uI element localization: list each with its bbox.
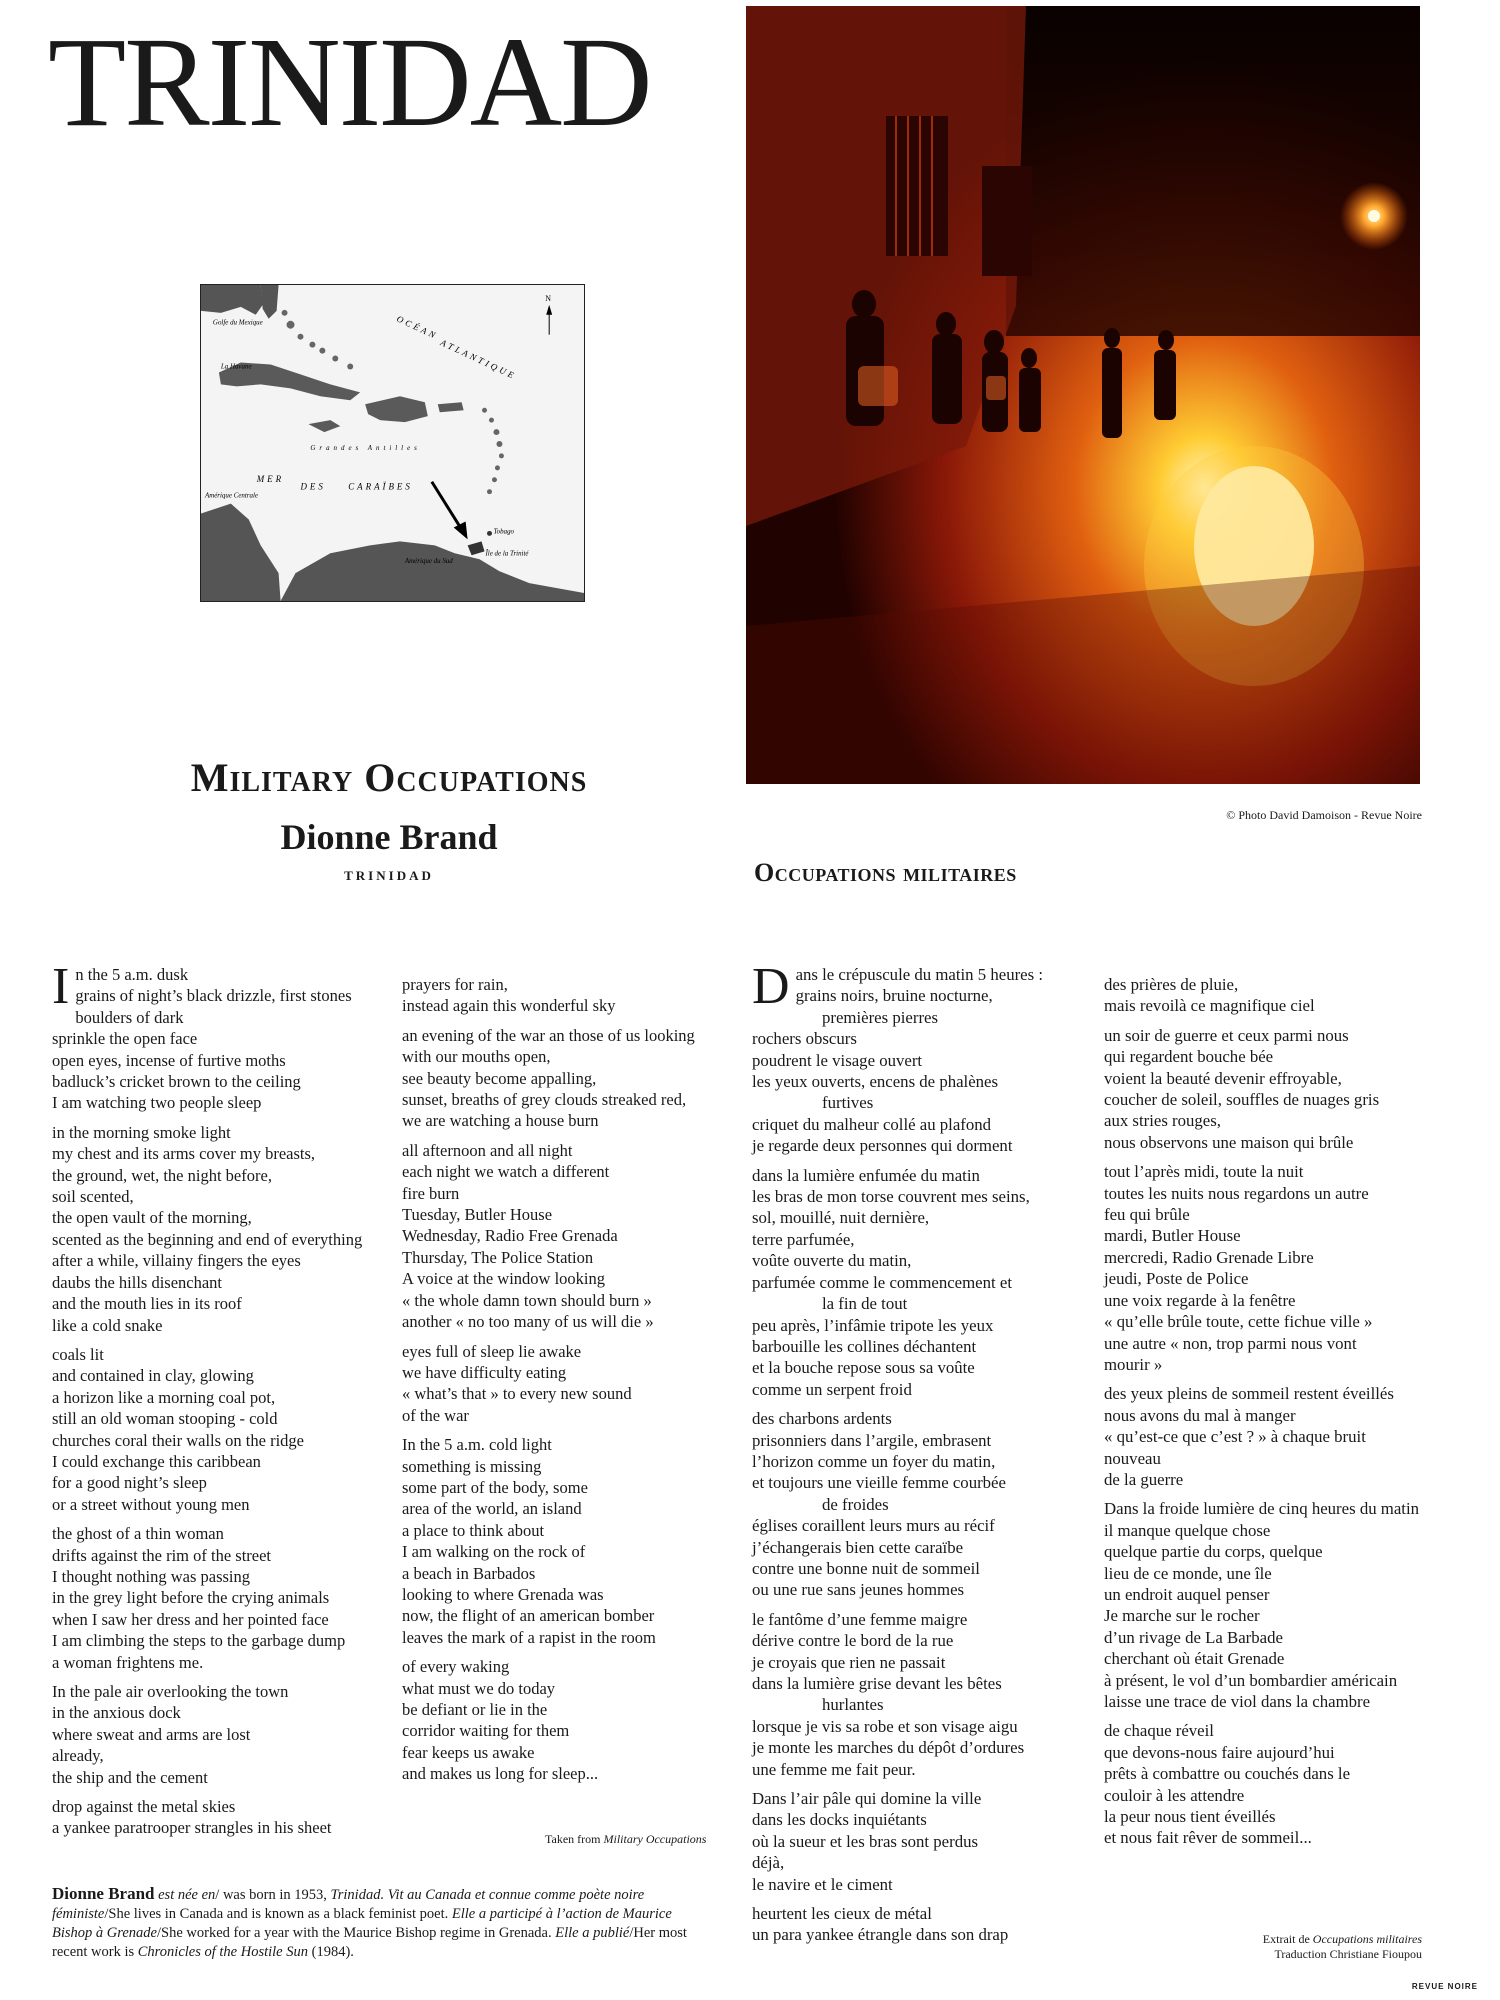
poem-line: Dans la froide lumière de cinq heures du matin bbox=[1104, 1499, 1420, 1519]
poem-line: prêts à combattre ou couchés dans le bbox=[1104, 1764, 1351, 1784]
stanza bbox=[402, 1025, 732, 1132]
page-title: TRINIDAD bbox=[48, 11, 651, 153]
poem-line: dans la lumière grise devant les bêtes bbox=[752, 1674, 1002, 1693]
poem-line: sunset, breaths of grey clouds streaked red, bbox=[402, 1090, 687, 1110]
poem-title-french: Occupations militaires bbox=[754, 858, 1017, 887]
map-label-amerique-centrale: Amérique Centrale bbox=[204, 491, 258, 500]
poem-line: prisonniers dans l’argile, embrasent bbox=[752, 1430, 992, 1450]
poem-line: toutes les nuits nous regardons un autre bbox=[1104, 1183, 1369, 1203]
photo-credit: © Photo David Damoison - Revue Noire bbox=[1226, 808, 1422, 822]
poem-line: lieu de ce monde, une île bbox=[1104, 1563, 1272, 1583]
poem-line: « what’s that » to every new sound bbox=[402, 1384, 632, 1404]
poem-line: je croyais que rien ne passait bbox=[752, 1652, 946, 1672]
poem-title: Military Occupations bbox=[190, 755, 588, 800]
poem-line: que devons-nous faire aujourd’hui bbox=[1104, 1742, 1335, 1762]
stanza bbox=[52, 1122, 392, 1336]
poem-line: lorsque je vis sa robe et son visage aigu bbox=[752, 1716, 1018, 1736]
poem-line: of the war bbox=[402, 1405, 469, 1425]
drop-cap: D bbox=[752, 958, 790, 1015]
poem-line: still an old woman stooping - cold bbox=[52, 1409, 278, 1429]
poem-line: drifts against the rim of the street bbox=[52, 1545, 272, 1565]
bio-fragment: est née en bbox=[154, 1887, 216, 1903]
map-label-mer: MER bbox=[256, 473, 285, 484]
poem-french-column-1 bbox=[752, 958, 1092, 1954]
poem-line: we are watching a house burn bbox=[402, 1111, 599, 1131]
poem-line: the ghost of a thin woman bbox=[52, 1524, 224, 1544]
bio-fragment: Elle a publié bbox=[555, 1925, 630, 1941]
bio-name: Dionne Brand bbox=[52, 1884, 155, 1903]
poem-line: now, the flight of an american bomber bbox=[402, 1606, 655, 1626]
poem-line: n the 5 a.m. dusk bbox=[75, 965, 189, 984]
poem-line: where sweat and arms are lost bbox=[52, 1724, 251, 1744]
stanza bbox=[1104, 1025, 1484, 1153]
poem-line: des charbons ardents bbox=[752, 1409, 892, 1429]
bio-fragment: /She lives in Canada and is known as a black feminist poet. bbox=[104, 1906, 452, 1922]
poem-line: et toujours une vieille femme courbée bbox=[752, 1473, 1006, 1493]
bio-fragment: Elle a participé à l’action de Maurice Bishop à Grenade bbox=[52, 1906, 672, 1941]
poem-line: églises coraillent leurs murs au récif bbox=[752, 1516, 995, 1536]
map-label-golfe: Golfe du Mexique bbox=[212, 318, 263, 327]
poem-line: grains noirs, bruine nocturne, bbox=[795, 986, 993, 1006]
stanza bbox=[402, 1656, 732, 1784]
poem-line: déjà, bbox=[752, 1853, 785, 1873]
revue-noire-logo: REVUE NOIRE bbox=[1411, 1982, 1478, 1991]
poem-line: the open vault of the morning, bbox=[52, 1208, 252, 1228]
stanza bbox=[752, 1903, 1092, 1946]
poem-line: quelque partie du corps, quelque bbox=[1104, 1542, 1323, 1562]
poem-english-column-1 bbox=[52, 958, 392, 1847]
poem-line: badluck’s cricket brown to the ceiling bbox=[52, 1072, 301, 1092]
poem-line: contre une bonne nuit de sommeil bbox=[752, 1558, 980, 1578]
poem-line: de la guerre bbox=[1104, 1469, 1184, 1489]
poem-line: I could exchange this caribbean bbox=[52, 1451, 261, 1471]
poem-line: voient la beauté devenir effroyable, bbox=[1104, 1068, 1342, 1088]
poem-line: churches coral their walls on the ridge bbox=[52, 1430, 304, 1450]
stanza bbox=[402, 974, 732, 1017]
poem-line: a place to think about bbox=[402, 1520, 545, 1540]
bio-fragment: / was born in 1953, bbox=[215, 1887, 331, 1903]
translation-credit: Traduction Christiane Fioupou bbox=[1274, 1947, 1422, 1961]
poem-line: the ground, wet, the night before, bbox=[52, 1165, 272, 1185]
poem-line: un soir de guerre et ceux parmi nous bbox=[1104, 1025, 1349, 1045]
poem-line: cherchant où était Grenade bbox=[1104, 1649, 1285, 1669]
poem-line: nouveau bbox=[1104, 1448, 1161, 1468]
poem-line: tout l’après midi, toute la nuit bbox=[1104, 1162, 1304, 1182]
street-photo bbox=[746, 6, 1420, 784]
poem-line: drop against the metal skies bbox=[52, 1797, 236, 1817]
poem-line: an evening of the war an those of us looking bbox=[402, 1025, 695, 1045]
drop-cap: I bbox=[52, 958, 70, 1015]
map-label-tobago: Tobago bbox=[493, 527, 515, 536]
poem-line: une voix regarde à la fenêtre bbox=[1104, 1290, 1296, 1310]
source-prefix: Taken from bbox=[545, 1832, 604, 1846]
poem-line: de chaque réveil bbox=[1104, 1721, 1214, 1741]
poem-line: et la bouche repose sous sa voûte bbox=[752, 1358, 975, 1378]
poem-line: je regarde deux personnes qui dorment bbox=[752, 1136, 1013, 1156]
poem-line: and contained in clay, glowing bbox=[52, 1366, 254, 1386]
author-bio bbox=[52, 1884, 692, 1962]
poem-line: peu après, l’infâmie tripote les yeux bbox=[752, 1315, 994, 1335]
poem-line: open eyes, incense of furtive moths bbox=[52, 1050, 286, 1070]
poem-line: parfumée comme le commencement et bbox=[752, 1272, 1012, 1292]
poem-line: each night we watch a different bbox=[402, 1162, 610, 1182]
map-label-havane: La Havane bbox=[220, 362, 252, 371]
source-title: Occupations militaires bbox=[1312, 1932, 1422, 1946]
poem-line: dérive contre le bord de la rue bbox=[752, 1631, 954, 1651]
map-label-grandes-antilles: Grandes Antilles bbox=[310, 443, 421, 452]
poem-line: something is missing bbox=[402, 1456, 542, 1476]
poem-line: like a cold snake bbox=[52, 1315, 163, 1335]
poem-line: nous avons du mal à manger bbox=[1104, 1405, 1296, 1425]
poem-line: and the mouth lies in its roof bbox=[52, 1294, 242, 1314]
poem-line: or a street without young men bbox=[52, 1494, 250, 1514]
poem-line: les yeux ouverts, encens de phalènes bbox=[752, 1072, 999, 1092]
poem-line: boulders of dark bbox=[75, 1007, 184, 1027]
stanza bbox=[1104, 1161, 1484, 1375]
poem-line: and makes us long for sleep... bbox=[402, 1764, 599, 1784]
poem-line: jeudi, Poste de Police bbox=[1104, 1269, 1249, 1289]
bio-fragment: /Her most recent work is bbox=[52, 1925, 687, 1960]
map-label-trinite: Île de la Trinité bbox=[485, 549, 529, 558]
poem-line: grains of night’s black drizzle, first stones bbox=[75, 986, 352, 1006]
poem-line: des prières de pluie, bbox=[1104, 975, 1239, 994]
poem-line: Thursday, The Police Station bbox=[402, 1247, 594, 1267]
poem-line: for a good night’s sleep bbox=[52, 1473, 207, 1493]
poem-line: mais revoilà ce magnifique ciel bbox=[1104, 996, 1315, 1016]
bio-fragment: /She worked for a year with the Maurice Bishop regime in Grenada. bbox=[156, 1925, 556, 1941]
stanza bbox=[1104, 974, 1484, 1017]
poem-line: daubs the hills disenchant bbox=[52, 1272, 223, 1292]
poem-line: feu qui brûle bbox=[1104, 1205, 1190, 1225]
map-label-amerique-sud: Amérique du Sud bbox=[404, 557, 453, 566]
poem-line: soil scented, bbox=[52, 1187, 134, 1207]
stanza bbox=[52, 1344, 392, 1515]
stanza bbox=[52, 1796, 392, 1839]
poem-line: another « no too many of us will die » bbox=[402, 1312, 654, 1332]
poem-line: scented as the beginning and end of everything bbox=[52, 1229, 363, 1249]
poem-line: le navire et le ciment bbox=[752, 1874, 893, 1894]
poem-line: j’échangerais bien cette caraïbe bbox=[752, 1537, 964, 1557]
poem-line: la peur nous tient éveillés bbox=[1104, 1807, 1276, 1827]
poem-line: area of the world, an island bbox=[402, 1499, 582, 1519]
poem-line: « qu’elle brûle toute, cette fichue ville » bbox=[1104, 1312, 1373, 1332]
poem-line: I thought nothing was passing bbox=[52, 1566, 250, 1586]
stanza bbox=[402, 1341, 732, 1427]
poem-line: what must we do today bbox=[402, 1678, 556, 1698]
caribbean-map bbox=[200, 284, 585, 602]
poem-line: prayers for rain, bbox=[402, 975, 508, 994]
poem-line: dans la lumière enfumée du matin bbox=[752, 1165, 980, 1185]
poem-line: some part of the body, some bbox=[402, 1477, 588, 1497]
poem-line: ou une rue sans jeunes hommes bbox=[752, 1580, 965, 1600]
poem-line: in the morning smoke light bbox=[52, 1122, 231, 1142]
poem-line: laisse une trace de viol dans la chambre bbox=[1104, 1692, 1371, 1711]
bio-fragment: Chronicles of the Hostile Sun bbox=[137, 1944, 312, 1960]
stanza bbox=[752, 1408, 1092, 1601]
stanza bbox=[752, 1165, 1092, 1400]
poem-line: « the whole damn town should burn » bbox=[402, 1290, 652, 1310]
poem-line: fire burn bbox=[402, 1183, 460, 1203]
stanza bbox=[52, 1681, 392, 1788]
poem-author: Dionne Brand bbox=[280, 817, 498, 857]
poem-line: see beauty become appalling, bbox=[402, 1068, 597, 1088]
poem-line: où la sueur et les bras sont perdus bbox=[752, 1831, 979, 1851]
poem-line: a yankee paratrooper strangles in his sheet bbox=[52, 1818, 332, 1838]
poem-line: comme un serpent froid bbox=[752, 1379, 912, 1399]
poem-line: in the anxious dock bbox=[52, 1703, 181, 1723]
poem-line: Wednesday, Radio Free Grenada bbox=[402, 1226, 618, 1246]
poem-line: I am climbing the steps to the garbage dump bbox=[52, 1631, 346, 1651]
poem-line: criquet du malheur collé au plafond bbox=[752, 1114, 992, 1134]
poem-line: une femme me fait peur. bbox=[752, 1759, 916, 1779]
poem-line: un endroit auquel penser bbox=[1104, 1584, 1270, 1604]
poem-line: aux stries rouges, bbox=[1104, 1111, 1221, 1131]
stanza bbox=[52, 1523, 392, 1673]
poem-line: barbouille les collines déchantent bbox=[752, 1336, 977, 1356]
poem-line: rochers obscurs bbox=[752, 1029, 857, 1049]
poem-line: corridor waiting for them bbox=[402, 1721, 570, 1741]
source-note-french bbox=[1263, 1932, 1422, 1962]
poem-line: of every waking bbox=[402, 1657, 510, 1677]
map-label-des: DES bbox=[300, 481, 326, 492]
poem-line: be defiant or lie in the bbox=[402, 1700, 548, 1719]
stanza bbox=[52, 958, 392, 1114]
poem-line: a horizon like a morning coal pot, bbox=[52, 1387, 276, 1407]
poem-line: Tuesday, Butler House bbox=[402, 1205, 553, 1225]
poem-line: my chest and its arms cover my breasts, bbox=[52, 1144, 316, 1164]
poem-line: d’un rivage de La Barbade bbox=[1104, 1627, 1283, 1647]
poem-line: dans les docks inquiétants bbox=[752, 1810, 927, 1830]
poem-line: heurtent les cieux de métal bbox=[752, 1904, 932, 1924]
stanza bbox=[402, 1140, 732, 1333]
poem-line: leaves the mark of a rapist in the room bbox=[402, 1627, 656, 1647]
poem-line: voûte ouverte du matin, bbox=[752, 1251, 912, 1271]
poem-line: Dans l’air pâle qui domine la ville bbox=[752, 1789, 982, 1809]
poem-line: looking to where Grenada was bbox=[402, 1584, 604, 1604]
poem-line: A voice at the window looking bbox=[402, 1269, 606, 1289]
poem-line: nous observons une maison qui brûle bbox=[1104, 1132, 1354, 1152]
poem-line: eyes full of sleep lie awake bbox=[402, 1341, 582, 1361]
poem-line: coucher de soleil, souffles de nuages gris bbox=[1104, 1090, 1380, 1110]
poem-line: premières pierres bbox=[822, 1007, 939, 1027]
poem-line: already, bbox=[52, 1746, 104, 1766]
poem-line: we have difficulty eating bbox=[402, 1362, 567, 1382]
source-title: Military Occupations bbox=[603, 1832, 707, 1846]
poem-line: instead again this wonderful sky bbox=[402, 996, 616, 1016]
poem-line: ans le crépuscule du matin 5 heures : bbox=[795, 965, 1044, 984]
map-north-label: N bbox=[545, 293, 551, 303]
poem-line: in the grey light before the crying animals bbox=[52, 1588, 330, 1608]
poem-line: qui regardent bouche bée bbox=[1104, 1047, 1274, 1067]
poem-line: sprinkle the open face bbox=[52, 1029, 198, 1049]
poem-line: les bras de mon torse couvrent mes seins, bbox=[752, 1187, 1030, 1207]
poem-line: with our mouths open, bbox=[402, 1047, 551, 1067]
stanza bbox=[402, 1434, 732, 1648]
poem-line: poudrent le visage ouvert bbox=[752, 1050, 923, 1070]
poem-line: a woman frightens me. bbox=[52, 1652, 204, 1672]
poem-line: le fantôme d’une femme maigre bbox=[752, 1609, 968, 1629]
poem-line: de froides bbox=[822, 1494, 889, 1514]
source-note-english bbox=[545, 1832, 706, 1847]
poem-line: couloir à les attendre bbox=[1104, 1785, 1245, 1805]
author-country: TRINIDAD bbox=[344, 868, 434, 883]
poem-french-column-2 bbox=[1104, 974, 1484, 1857]
bio-fragment: (1984). bbox=[311, 1944, 354, 1960]
poem-line: when I saw her dress and her pointed face bbox=[52, 1609, 329, 1629]
stanza bbox=[752, 1609, 1092, 1780]
poem-line: Je marche sur le rocher bbox=[1104, 1606, 1260, 1626]
map-label-atlantique: ATLANTIQUE bbox=[438, 337, 519, 382]
poem-line: I am watching two people sleep bbox=[52, 1093, 262, 1113]
poem-line: et nous fait rêver de sommeil... bbox=[1104, 1828, 1312, 1848]
poem-line: des yeux pleins de sommeil restent éveillés bbox=[1104, 1384, 1394, 1404]
poem-line: une autre « non, trop parmi nous vont bbox=[1104, 1333, 1357, 1353]
stanza bbox=[752, 958, 1092, 1157]
poem-line: coals lit bbox=[52, 1344, 104, 1364]
poem-line: mercredi, Radio Grenade Libre bbox=[1104, 1247, 1314, 1267]
poem-english-column-2 bbox=[402, 974, 732, 1793]
poem-line: sol, mouillé, nuit dernière, bbox=[752, 1208, 930, 1228]
map-label-caraibes: CARAÏBES bbox=[348, 481, 413, 492]
stanza bbox=[752, 1788, 1092, 1895]
map-label-ocean: OCÉAN bbox=[395, 313, 440, 342]
poem-line: à présent, le vol d’un bombardier américain bbox=[1104, 1670, 1398, 1690]
stanza bbox=[1104, 1498, 1484, 1712]
poem-line: je monte les marches du dépôt d’ordures bbox=[752, 1738, 1025, 1758]
poem-line: terre parfumée, bbox=[752, 1229, 855, 1249]
poem-line: a beach in Barbados bbox=[402, 1563, 536, 1583]
poem-line: fear keeps us awake bbox=[402, 1742, 535, 1762]
poem-line: mardi, Butler House bbox=[1104, 1226, 1241, 1246]
poem-line: l’horizon comme un foyer du matin, bbox=[752, 1451, 996, 1471]
stanza bbox=[1104, 1720, 1484, 1848]
source-prefix: Extrait de bbox=[1262, 1932, 1313, 1946]
poem-line: mourir » bbox=[1104, 1354, 1163, 1374]
poem-line: « qu’est-ce que c’est ? » à chaque bruit bbox=[1104, 1427, 1366, 1447]
poem-line: the ship and the cement bbox=[52, 1767, 208, 1787]
stanza bbox=[1104, 1383, 1484, 1490]
poem-line: il manque quelque chose bbox=[1104, 1520, 1271, 1540]
poem-line: la fin de tout bbox=[822, 1294, 908, 1314]
poem-line: all afternoon and all night bbox=[402, 1140, 573, 1160]
poem-line: after a while, villainy fingers the eyes bbox=[52, 1251, 301, 1271]
poem-line: In the pale air overlooking the town bbox=[52, 1682, 289, 1701]
poem-line: un para yankee étrangle dans son drap bbox=[752, 1925, 1009, 1945]
poem-line: In the 5 a.m. cold light bbox=[402, 1435, 552, 1455]
bio-fragment: Trinidad. Vit au Canada et connue comme poète noire féministe bbox=[52, 1887, 645, 1922]
poem-line: furtives bbox=[822, 1093, 874, 1113]
poem-line: hurlantes bbox=[822, 1695, 884, 1715]
poem-line: I am walking on the rock of bbox=[402, 1542, 586, 1562]
